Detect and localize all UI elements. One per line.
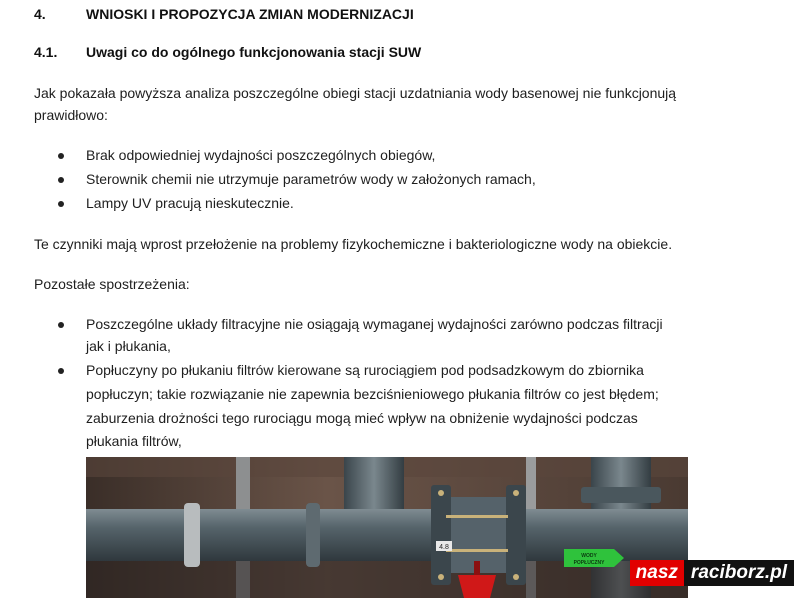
bullet-icon: [58, 201, 64, 207]
list-item: Brak odpowiedniej wydajności poszczególnych obiegów,: [86, 147, 436, 163]
flange-label: 4.8: [439, 544, 449, 551]
list-item-line: Poszczególne układy filtracyjne nie osiągają wymaganej wydajności zarówno podczas filtracji: [86, 316, 663, 332]
list-item-line: popłuczyn; takie rozwiązanie nie zapewnia bezciśnieniowego płukania filtrów co jest błędem;: [86, 386, 659, 402]
conclusion-paragraph: Te czynniki mają wprost przełożenie na problemy fizykochemiczne i bakteriologiczne wody na obiekcie.: [34, 236, 673, 252]
sign-text-1: WODY: [581, 553, 597, 559]
section-number: 4.: [34, 6, 46, 22]
sign-text-2: POPŁUCZNY: [573, 560, 605, 566]
list-item-line: zaburzenia drożności tego rurociągu mogą mieć wpływ na obniżenie wydajności podczas: [86, 410, 638, 426]
watermark-part-2: raciborz.pl: [684, 560, 794, 586]
section-title: WNIOSKI I PROPOZYCJA ZMIAN MODERNIZACJI: [86, 6, 414, 22]
other-observations-heading: Pozostałe spostrzeżenia:: [34, 276, 190, 292]
bullet-icon: [58, 153, 64, 159]
pipework-illustration: [86, 457, 688, 598]
pipework-photo: [86, 457, 688, 598]
list-item-line: jak i płukania,: [86, 338, 171, 354]
bullet-icon: [58, 177, 64, 183]
bullet-icon: [58, 322, 64, 328]
intro-line-2: prawidłowo:: [34, 107, 108, 123]
bullet-icon: [58, 368, 64, 374]
list-item: Lampy UV pracują nieskutecznie.: [86, 195, 294, 211]
valve-handle-icon: [458, 575, 496, 598]
list-item-line: Popłuczyny po płukaniu filtrów kierowane są rurociągiem pod podsadzkowym do zbiornika: [86, 362, 644, 378]
list-item-line: płukania filtrów,: [86, 433, 182, 449]
watermark-part-1: nasz: [630, 560, 684, 586]
subsection-title: Uwagi co do ogólnego funkcjonowania stacji SUW: [86, 44, 422, 60]
list-item: Sterownik chemii nie utrzymuje parametrów wody w założonych ramach,: [86, 171, 536, 187]
watermark-logo: [630, 560, 794, 586]
subsection-number: 4.1.: [34, 44, 58, 60]
intro-line-1: Jak pokazała powyższa analiza poszczególne obiegi stacji uzdatniania wody basenowej nie funkcjonują: [34, 85, 677, 101]
